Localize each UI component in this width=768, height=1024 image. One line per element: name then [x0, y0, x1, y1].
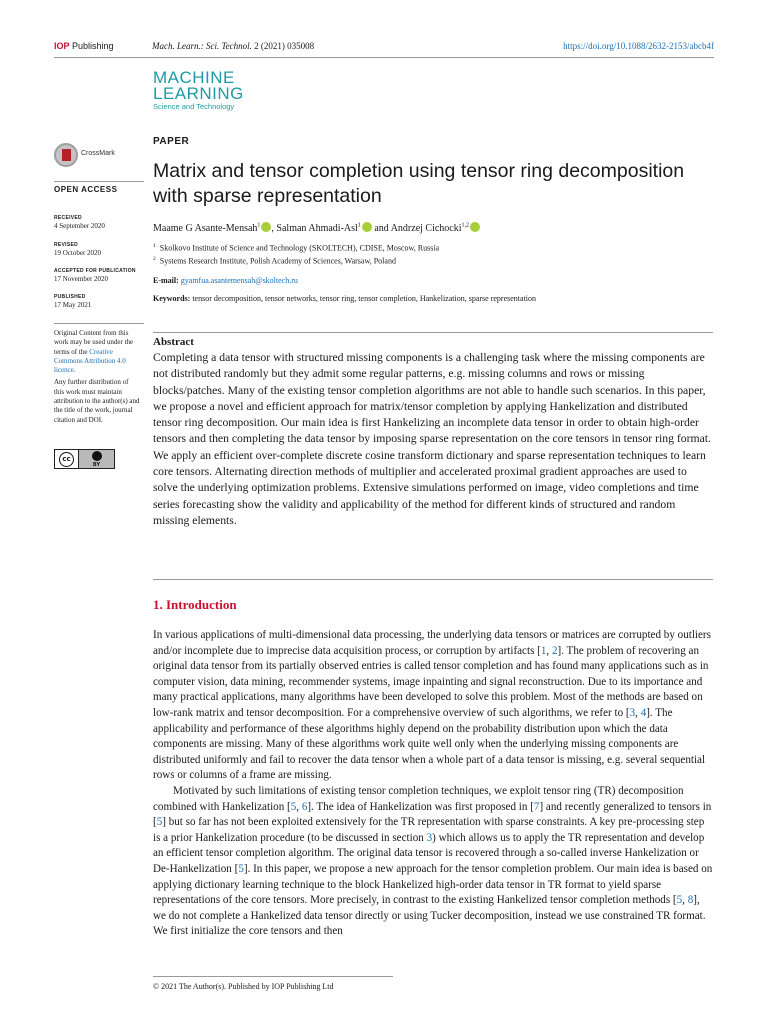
- journal-citation: [152, 41, 314, 51]
- paragraph-text: ]. The problem of recovering an original data tensor from its partially observed entries is called tensor completion and has found many applications such as in computer vision, data mining, recommender systems, image inpainting and signal reconstruction. Due to its importance and many practical applications, many algorithms have been developed to solve this problem. Most of the methods are based on low-rank matrix and tensor decomposition. For a comprehensive overview of such algorithms, we refer to [: [153, 644, 709, 719]
- paragraph-text: ,: [635, 706, 641, 719]
- logo-line-2: LEARNING: [153, 84, 244, 103]
- paragraph-text: ,: [682, 894, 688, 907]
- open-access-label: OPEN ACCESS: [54, 185, 118, 194]
- paragraph-text: Motivated by such limitations of existing tensor completion techniques, we exploit tensor ring (TR) decomposition combined with Hankelization [: [153, 784, 684, 813]
- abstract-divider: [153, 332, 713, 333]
- person-icon: [92, 451, 102, 461]
- accepted-date: 17 November 2020: [54, 275, 109, 283]
- sidebar-divider: [54, 181, 144, 182]
- copyright-notice: © 2021 The Author(s). Published by IOP Publishing Ltd: [153, 982, 334, 991]
- license-attribution: Any further distribution of this work must maintain attribution to the author(s) and the title of the work, journal citation and DOI.: [54, 378, 140, 424]
- crossmark-badge[interactable]: [54, 143, 144, 167]
- citation-link[interactable]: 6: [301, 800, 308, 813]
- keywords-list: tensor decomposition, tensor networks, tensor ring, tensor completion, Hankelization, sparse representation: [192, 294, 537, 303]
- author-name[interactable]: Maame G Asante-Mensah: [153, 223, 258, 234]
- publisher-logo[interactable]: [54, 41, 114, 51]
- paragraph-text: ]. The applicability and performance of these algorithms highly depend on the probability distribution upon which the data components are missing. Many of these algorithms work quite well only when the underlying missing components are distributed uniformly and fail to recover the data tensor when a whole part of a data tensor is missing, e.g. several sequential rows or columns of a frame are missing.: [153, 706, 706, 782]
- corresponding-email: [153, 276, 298, 285]
- email-label: E-mail:: [153, 276, 179, 285]
- journal-logo[interactable]: [153, 70, 244, 112]
- keywords-label: Keywords:: [153, 294, 191, 303]
- publisher-suffix: Publishing: [69, 41, 114, 51]
- citation-link[interactable]: 3: [426, 831, 433, 844]
- page-title: Matrix and tensor completion using tensor ring decomposition with sparse representation: [153, 160, 685, 207]
- paragraph-text: ]. In this paper, we propose a new approach for the tensor completion problem. Our main idea is based on applying dictionary learning technique to the block Hankelized high-order data tensor in TR format to yield sparse representations of the core tensors. More precisely, in contrast to the existing Hankelized tensor completion methods [: [153, 862, 713, 907]
- affiliation-marker: 1: [257, 222, 261, 229]
- paragraph-text: ] and recently generalized to tensors in [: [153, 800, 712, 829]
- logo-line-1: MACHINE: [153, 68, 235, 87]
- citation-link[interactable]: 3: [629, 706, 636, 719]
- crossmark-icon: [54, 143, 78, 167]
- logo-line-3: Science and Technology: [153, 102, 235, 111]
- paragraph-text: ], we do not complete a Hankelized data tensor directly or using Tucker decomposition, instead we use constrained TR format. We first initialize the core tensors and then: [153, 894, 706, 938]
- author-name[interactable]: and Andrzej Cichocki: [371, 223, 462, 234]
- paragraph-text: ] but so far has not been exploited extensively for the TR representation with sparse constraints. A key pre-processing step is a prior Hankelization procedure (to be discussed in section: [153, 816, 705, 844]
- by-label: BY: [92, 461, 101, 468]
- paragraph-text: ]. The idea of Hankelization was first proposed in [: [307, 800, 534, 813]
- abstract-text: Completing a data tensor with structured missing components is a challenging task where the missing components are not distributed randomly but they admit some regular patterns, e.g. missing columns and rows or missing blocks/patches. Many of the existing tensor completion algorithms are not able to handle such scenarios. In this paper, we propose a novel and efficient approach for matrix/tensor completion by applying Hankelization and distributed tensor ring decomposition. Our main idea is first Hankelizing an incomplete data tensor in order to obtain high-order tensors and then completing the data tensor by imposing sparse representation on the core tensors in tensor ring format. We apply an efficient over-complete discrete cosine transform dictionary and sparse representation techniques to learn core tensors. Alternating direction methods of multiplier and accelerated proximal gradient approaches are used to solve the underlying optimization problems. Extensive simulations performed on image, video completions and time series forecasting show the validity and applicability of the method for different kinds of structured and random missing elements.: [153, 351, 711, 527]
- affiliation-text: Systems Research Institute, Polish Academy of Sciences, Warsaw, Poland: [159, 256, 396, 266]
- received-date: 4 September 2020: [54, 222, 105, 230]
- article-type: PAPER: [153, 136, 190, 147]
- keywords: [153, 294, 536, 303]
- header-divider: [54, 57, 714, 58]
- cc-label: cc: [59, 452, 74, 467]
- section-heading: 1. Introduction: [153, 597, 237, 612]
- citation-link[interactable]: 2: [551, 644, 558, 657]
- citation-link[interactable]: 5: [290, 800, 297, 813]
- publisher-brand: IOP: [54, 41, 70, 51]
- sidebar-divider: [54, 323, 144, 324]
- license-notice: [54, 329, 140, 428]
- citation-link[interactable]: 5: [676, 894, 683, 907]
- license-text: Original Content from this work may be used under the terms of the: [54, 329, 134, 356]
- author-name[interactable]: , Salman Ahmadi-Asl: [271, 223, 358, 234]
- citation-link[interactable]: 8: [687, 894, 694, 907]
- citation-link[interactable]: 7: [533, 800, 540, 813]
- cc-icon: [55, 450, 79, 468]
- running-header: [54, 41, 714, 55]
- abstract-heading: Abstract: [153, 336, 194, 348]
- citation-link[interactable]: 5: [238, 862, 244, 875]
- doi-link[interactable]: https://doi.org/10.1088/2632-2153/abcb4f: [563, 41, 714, 51]
- footer-divider: [153, 976, 393, 977]
- paragraph-text: ,: [296, 800, 302, 813]
- affiliation-number: 2: [153, 256, 156, 262]
- citation-volume: 2 (2021) 035008: [251, 41, 315, 51]
- paragraph: [153, 784, 713, 940]
- crossmark-label: CrossMark: [81, 150, 115, 157]
- received-label: RECEIVED: [54, 215, 82, 221]
- citation-link[interactable]: 5: [156, 816, 163, 829]
- citation-link[interactable]: 4: [640, 706, 647, 719]
- paragraph-text: ) which allows us to apply the TR representation and develop an efficient tensor completion algorithm. The original data tensor is recovered through a so-called inverse Hankelization or De-Hankelization [: [153, 831, 705, 875]
- published-date: 17 May 2021: [54, 301, 92, 309]
- paragraph-text: ,: [546, 644, 552, 657]
- revised-label: REVISED: [54, 242, 79, 248]
- author-list: [153, 222, 480, 234]
- affiliation-text: Skolkovo Institute of Science and Technology (SKOLTECH), CDISE, Moscow, Russia: [159, 243, 440, 253]
- affiliation: [153, 256, 396, 266]
- email-link[interactable]: gyamfua.asantemensah@skoltech.ru: [180, 276, 298, 285]
- affiliation-marker: 1,2: [461, 222, 470, 229]
- paragraph: [153, 628, 713, 784]
- citation-link[interactable]: 1: [540, 644, 547, 657]
- journal-name: Mach. Learn.: Sci. Technol.: [152, 41, 252, 51]
- revised-date: 19 October 2020: [54, 249, 102, 257]
- orcid-icon[interactable]: [470, 222, 480, 232]
- accepted-label: ACCEPTED FOR PUBLICATION: [54, 268, 136, 274]
- affiliation: [153, 243, 439, 253]
- orcid-icon[interactable]: [261, 222, 271, 232]
- paragraph-text: In various applications of multi-dimensional data processing, the underlying data tensors or matrices are corrupted by outliers and/or incomplete due to imprecise data acquisition process, or corruption by artifacts [: [153, 629, 711, 657]
- orcid-icon[interactable]: [362, 222, 372, 232]
- cc-license-link[interactable]: Creative Commons Attribution 4.0 licence.: [54, 347, 126, 375]
- by-icon: [79, 450, 114, 468]
- cc-by-badge[interactable]: [54, 449, 115, 469]
- published-label: PUBLISHED: [54, 294, 86, 300]
- body-text: [153, 628, 713, 940]
- affiliation-marker: 1: [357, 222, 361, 229]
- affiliation-number: 1: [153, 243, 156, 249]
- abstract-end-divider: [153, 579, 713, 580]
